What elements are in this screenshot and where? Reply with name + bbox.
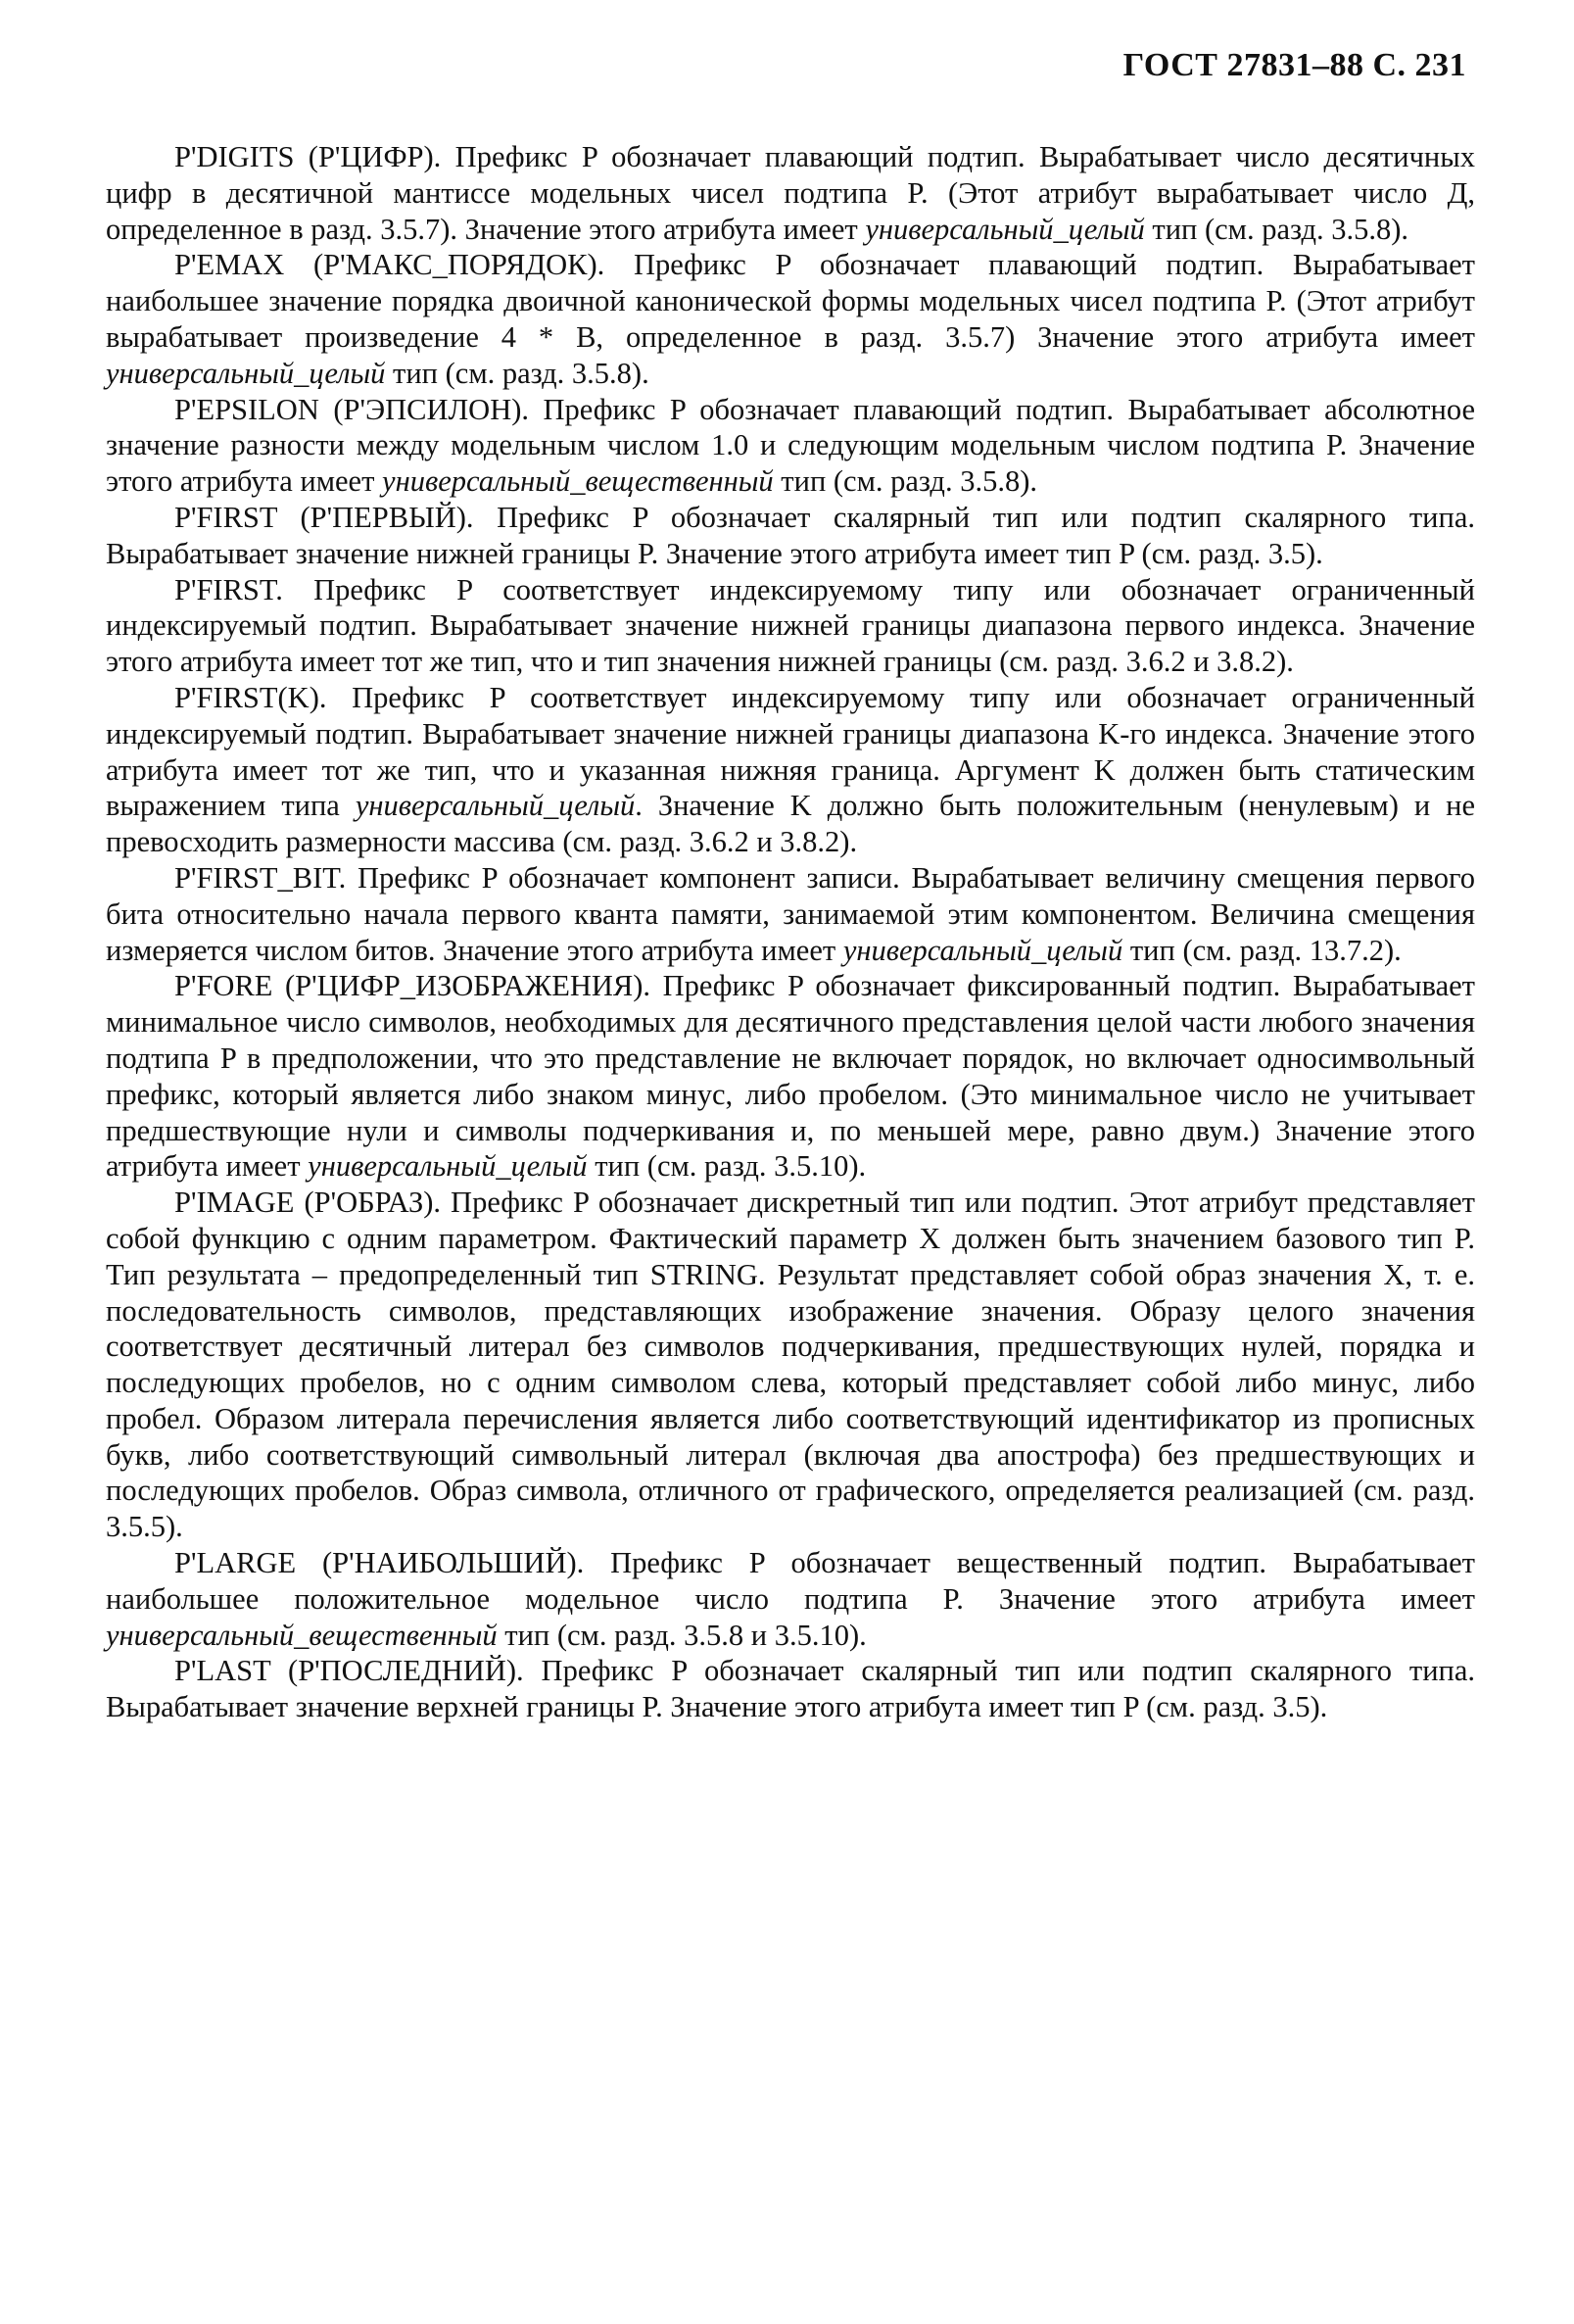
attribute-description: Префикс P обозначает компонент записи. Вырабатывает величину смещения первого бита относительно начала первого кванта памяти, занимаемой этим компонентом. Величина смещения измеряется числом битов. Значение этого атрибута имеет <box>106 860 1475 967</box>
type-name: универсальный_целый <box>842 933 1123 967</box>
attribute-description: Префикс P обозначает скалярный тип или подтип скалярного типа. Вырабатывает значение нижней границы P. Значение этого атрибута имеет тип P (см. разд. 3.5). <box>106 500 1475 570</box>
attribute-term: P'FORE (P'ЦИФР_ИЗОБРАЖЕНИЯ). <box>174 969 651 1003</box>
attribute-description-tail: тип (см. разд. 3.5.8). <box>1144 212 1409 246</box>
attribute-term: P'LAST (P'ПОСЛЕДНИЙ). <box>174 1654 524 1688</box>
attribute-description: Префикс P соответствует индексируемому типу или обозначает ограниченный индексируемый подтип. Вырабатывает значение нижней границы диапазона первого индекса. Значение этого атрибута имеет тот же тип, что и тип значения нижней границы (см. разд. 3.6.2 и 3.8.2). <box>106 572 1475 679</box>
attribute-term: P'FIRST(K). <box>174 680 327 714</box>
type-name: универсальный_целый <box>106 356 386 390</box>
attribute-description: Префикс P обозначает фиксированный подтип. Вырабатывает минимальное число символов, необходимых для десятичного представления целой части любого значения подтипа P в предположении, что это представление не включает порядок, но включает односимвольный префикс, который является либо знаком минус, либо пробелом. (Это минимальное число не учитывает предшествующие нули и символы подчеркивания и, по меньшей мере, равно двум.) Значение этого атрибута имеет <box>106 969 1475 1184</box>
attribute-term: P'FIRST (P'ПЕРВЫЙ). <box>174 500 474 534</box>
page-header: ГОСТ 27831–88 С. 231 <box>1122 47 1466 83</box>
attribute-list <box>106 139 1475 1725</box>
type-name: универсальный_целый <box>308 1149 588 1184</box>
type-name: универсальный_целый <box>865 212 1145 246</box>
attribute-entry-large <box>106 1545 1475 1653</box>
attribute-entry-digits <box>106 139 1475 247</box>
attribute-description-tail: тип (см. разд. 3.5.8). <box>385 356 649 390</box>
type-name: универсальный_вещественный <box>106 1618 498 1652</box>
attribute-entry-first-array <box>106 572 1475 680</box>
attribute-description-tail: тип (см. разд. 3.5.8 и 3.5.10). <box>497 1618 867 1652</box>
attribute-entry-emax <box>106 247 1475 391</box>
type-name: универсальный_целый <box>355 789 636 823</box>
attribute-description: Префикс P обозначает вещественный подтип. Вырабатывает наибольшее положительное модельное число подтипа P. Значение этого атрибута имеет <box>106 1546 1475 1616</box>
attribute-description: Префикс P обозначает плавающий подтип. Вырабатывает число десятичных цифр в десятичной мантиссе модельных чисел подтипа P. (Этот атрибут вырабатывает число Д, определенное в разд. 3.5.7). Значение этого атрибута имеет <box>106 140 1475 246</box>
attribute-entry-first-scalar <box>106 500 1475 572</box>
attribute-term: P'DIGITS (P'ЦИФР). <box>174 140 442 173</box>
attribute-entry-epsilon <box>106 392 1475 500</box>
attribute-description: Префикс P обозначает дискретный тип или подтип. Этот атрибут представляет собой функцию с одним параметром. Фактический параметр X должен быть значением базового тип P. Тип результата – предопределенный тип STRING. Результат представляет собой образ значения X, т. е. последовательность символов, представляющих изображение значения. Образу целого значения соответствует десятичный литерал без символов подчеркивания, предшествующих нулей, порядка и последующих пробелов, но с одним символом слева, который представляет собой либо минус, либо пробел. Образом литерала перечисления является либо соответствующий идентификатор из прописных букв, либо соответствующий символьный литерал (включая два апострофа) без предшествующих и последующих пробелов. Образ символа, отличного от графического, определяется реализацией (см. разд. 3.5.5). <box>106 1186 1475 1544</box>
attribute-entry-first-bit <box>106 860 1475 968</box>
attribute-term: P'FIRST_BIT. <box>174 860 347 895</box>
attribute-entry-image <box>106 1185 1475 1545</box>
attribute-term: P'LARGE (P'НАИБОЛЬШИЙ). <box>174 1546 585 1580</box>
attribute-description-tail: тип (см. разд. 3.5.10). <box>587 1149 867 1184</box>
attribute-description: Префикс P обозначает плавающий подтип. Вырабатывает абсолютное значение разности между модельным числом 1.0 и следующим модельным числом подтипа P. Значение этого атрибута имеет <box>106 392 1475 499</box>
attribute-term: P'FIRST. <box>174 572 283 606</box>
attribute-entry-last <box>106 1653 1475 1725</box>
attribute-description: Префикс P обозначает плавающий подтип. Вырабатывает наибольшее значение порядка двоичной канонической формы модельных чисел подтипа P. (Этот атрибут вырабатывает произведение 4 * B, определенное в разд. 3.5.7) Значение этого атрибута имеет <box>106 248 1475 354</box>
attribute-term: P'EPSILON (P'ЭПСИЛОН). <box>174 392 530 426</box>
attribute-entry-first-k <box>106 680 1475 860</box>
attribute-description-tail: тип (см. разд. 3.5.8). <box>773 464 1037 499</box>
attribute-description: Префикс P соответствует индексируемому типу или обозначает ограниченный индексируемый подтип. Вырабатывает значение нижней границы диапазона K-го индекса. Значение этого атрибута имеет тот же тип, что и указанная нижняя граница. Аргумент K должен быть статическим выражением типа <box>106 680 1475 823</box>
attribute-term: P'IMAGE (P'ОБРАЗ). <box>174 1186 442 1220</box>
attribute-description: Префикс P обозначает скалярный тип или подтип скалярного типа. Вырабатывает значение верхней границы P. Значение этого атрибута имеет тип P (см. разд. 3.5). <box>106 1654 1475 1724</box>
attribute-term: P'EMAX (P'МАКС_ПОРЯДОК). <box>174 248 605 282</box>
type-name: универсальный_вещественный <box>382 464 774 499</box>
attribute-description-tail: . Значение K должно быть положительным (ненулевым) и не превосходить размерности массива (см. разд. 3.6.2 и 3.8.2). <box>106 789 1475 859</box>
attribute-description-tail: тип (см. разд. 13.7.2). <box>1122 933 1402 967</box>
attribute-entry-fore <box>106 968 1475 1185</box>
